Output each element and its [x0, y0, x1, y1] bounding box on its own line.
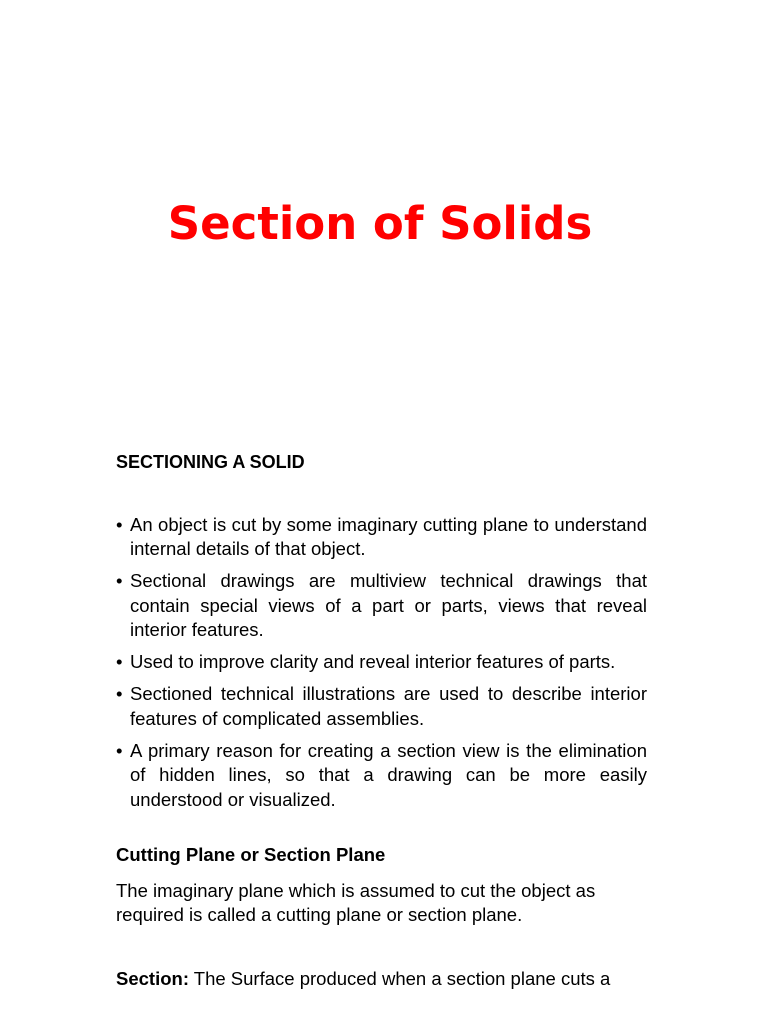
slide-content — [116, 450, 647, 991]
list-item — [116, 739, 647, 813]
sectioning-heading: SECTIONING A SOLID — [116, 452, 305, 472]
cutting-plane-definition: The imaginary plane which is assumed to cut the object as required is called a cutting plane or section plane. — [116, 879, 596, 925]
bullet-text: Used to improve clarity and reveal interior features of parts. — [130, 651, 616, 672]
sectioning-bullet-list — [116, 513, 647, 813]
bullet-text: An object is cut by some imaginary cutting plane to understand internal details of that object. — [130, 513, 647, 559]
bullet-icon: • — [116, 683, 123, 704]
list-item — [116, 513, 647, 562]
cutting-plane-heading: Cutting Plane or Section Plane — [116, 844, 386, 865]
section-definition-text: The Surface produced when a section plane cuts a — [188, 967, 611, 989]
bullet-icon: • — [116, 651, 123, 672]
list-item — [116, 682, 647, 731]
bullet-text: Sectional drawings are multiview technical drawings that contain special views of a part or parts, views that reveal interior features. — [130, 570, 647, 640]
section-definition — [116, 967, 647, 992]
list-item — [116, 650, 647, 675]
bullet-icon: • — [116, 570, 123, 591]
bullet-text: Sectioned technical illustrations are used to describe interior features of complicated assemblies. — [130, 683, 647, 729]
bullet-icon: • — [116, 739, 123, 761]
page-title: Section of Solids — [167, 197, 593, 250]
section-label: Section: — [116, 967, 189, 989]
bullet-text: A primary reason for creating a section view is the elimination of hidden lines, so that a drawing can be more easily understood or visualized. — [130, 739, 647, 810]
list-item — [116, 569, 647, 643]
bullet-icon: • — [116, 513, 123, 535]
